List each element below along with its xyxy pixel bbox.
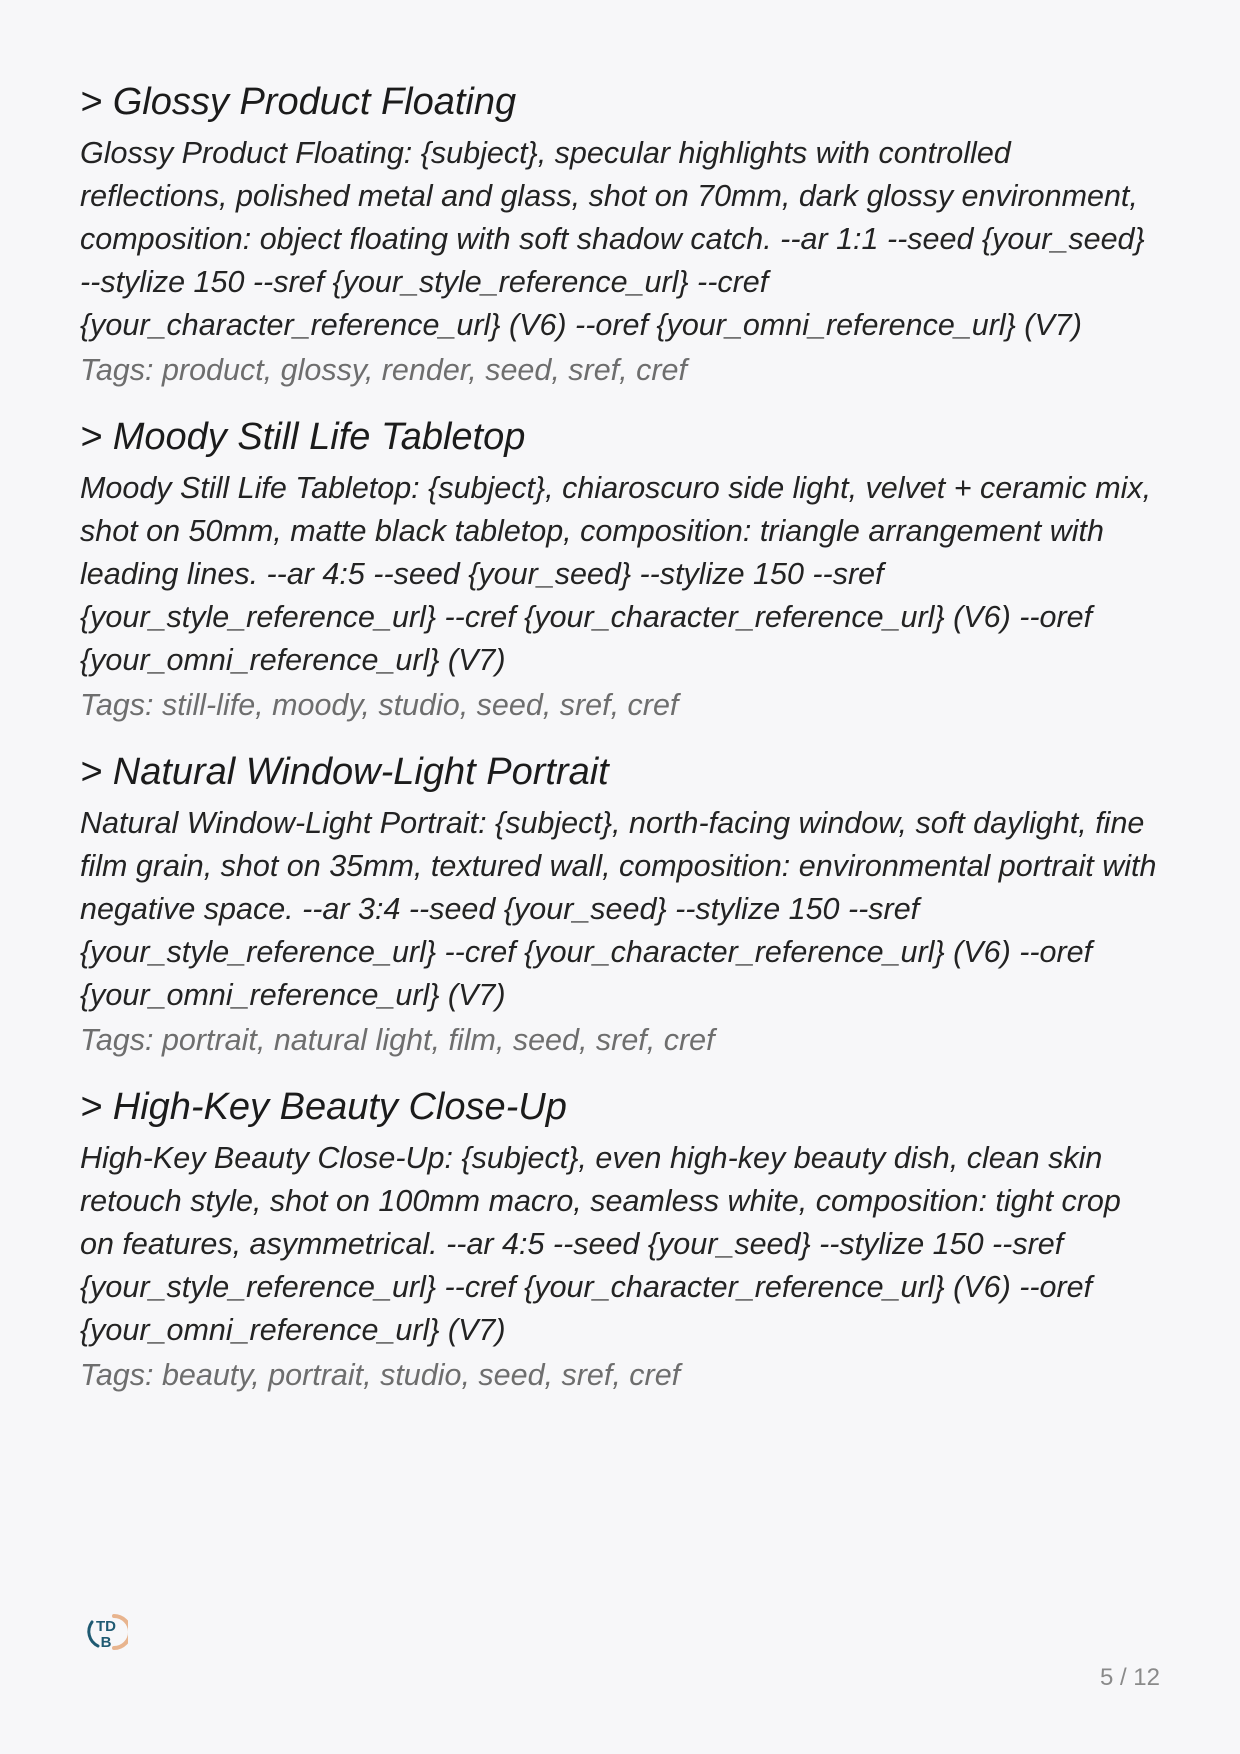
prompt-entry-moody-still-life xyxy=(80,407,1162,728)
entry-title: > Moody Still Life Tabletop xyxy=(80,416,526,458)
entry-prompt-text: High-Key Beauty Close-Up: {subject}, even high-key beauty dish, clean skin retouch style, shot on 100mm macro, seamless white, composition: tight crop on features, asymmetrical. --ar 4:5 --seed {your_seed} --stylize 150 --sref {your_style_reference_url} --cref {your_character_reference_url} (V6) --oref {your_omni_reference_url} (V7) xyxy=(80,1141,1121,1347)
entry-tags: Tags: product, glossy, render, seed, sref, cref xyxy=(80,353,687,387)
entry-tags: Tags: portrait, natural light, film, seed, sref, cref xyxy=(80,1023,715,1057)
prompt-entry-window-light-portrait xyxy=(80,742,1162,1063)
entry-title: > Glossy Product Floating xyxy=(80,81,517,123)
prompt-entry-glossy-product xyxy=(80,72,1162,393)
svg-text:TD: TD xyxy=(96,1618,116,1635)
entry-tags: Tags: beauty, portrait, studio, seed, sref, cref xyxy=(80,1358,681,1392)
entry-title: > High-Key Beauty Close-Up xyxy=(80,1086,567,1128)
tdb-logo-icon xyxy=(84,1608,128,1652)
page-number: 5 / 12 xyxy=(1099,1664,1160,1691)
entry-prompt-text: Natural Window-Light Portrait: {subject}, north-facing window, soft daylight, fine film grain, shot on 35mm, textured wall, composition: environmental portrait with negative space. --ar 3:4 --seed {your_seed} --stylize 150 --sref {your_style_reference_url} --cref {your_character_reference_url} (V6) --oref {your_omni_reference_url} (V7) xyxy=(80,806,1157,1012)
prompt-entry-high-key-beauty xyxy=(80,1077,1162,1398)
entry-tags: Tags: still-life, moody, studio, seed, sref, cref xyxy=(80,688,679,722)
entry-title: > Natural Window-Light Portrait xyxy=(80,751,609,793)
entry-prompt-text: Glossy Product Floating: {subject}, specular highlights with controlled reflections, polished metal and glass, shot on 70mm, dark glossy environment, composition: object floating with soft shadow catch. --ar 1:1 --seed {your_seed} --stylize 150 --sref {your_style_reference_url} --cref {your_character_reference_url} (V6) --oref {your_omni_reference_url} (V7) xyxy=(80,136,1145,342)
entry-prompt-text: Moody Still Life Tabletop: {subject}, chiaroscuro side light, velvet + ceramic mix, shot on 50mm, matte black tabletop, composition: triangle arrangement with leading lines. --ar 4:5 --seed {your_seed} --stylize 150 --sref {your_style_reference_url} --cref {your_character_reference_url} (V6) --oref {your_omni_reference_url} (V7) xyxy=(80,471,1152,677)
document-page xyxy=(80,72,1162,1412)
svg-text:B: B xyxy=(100,1634,112,1651)
